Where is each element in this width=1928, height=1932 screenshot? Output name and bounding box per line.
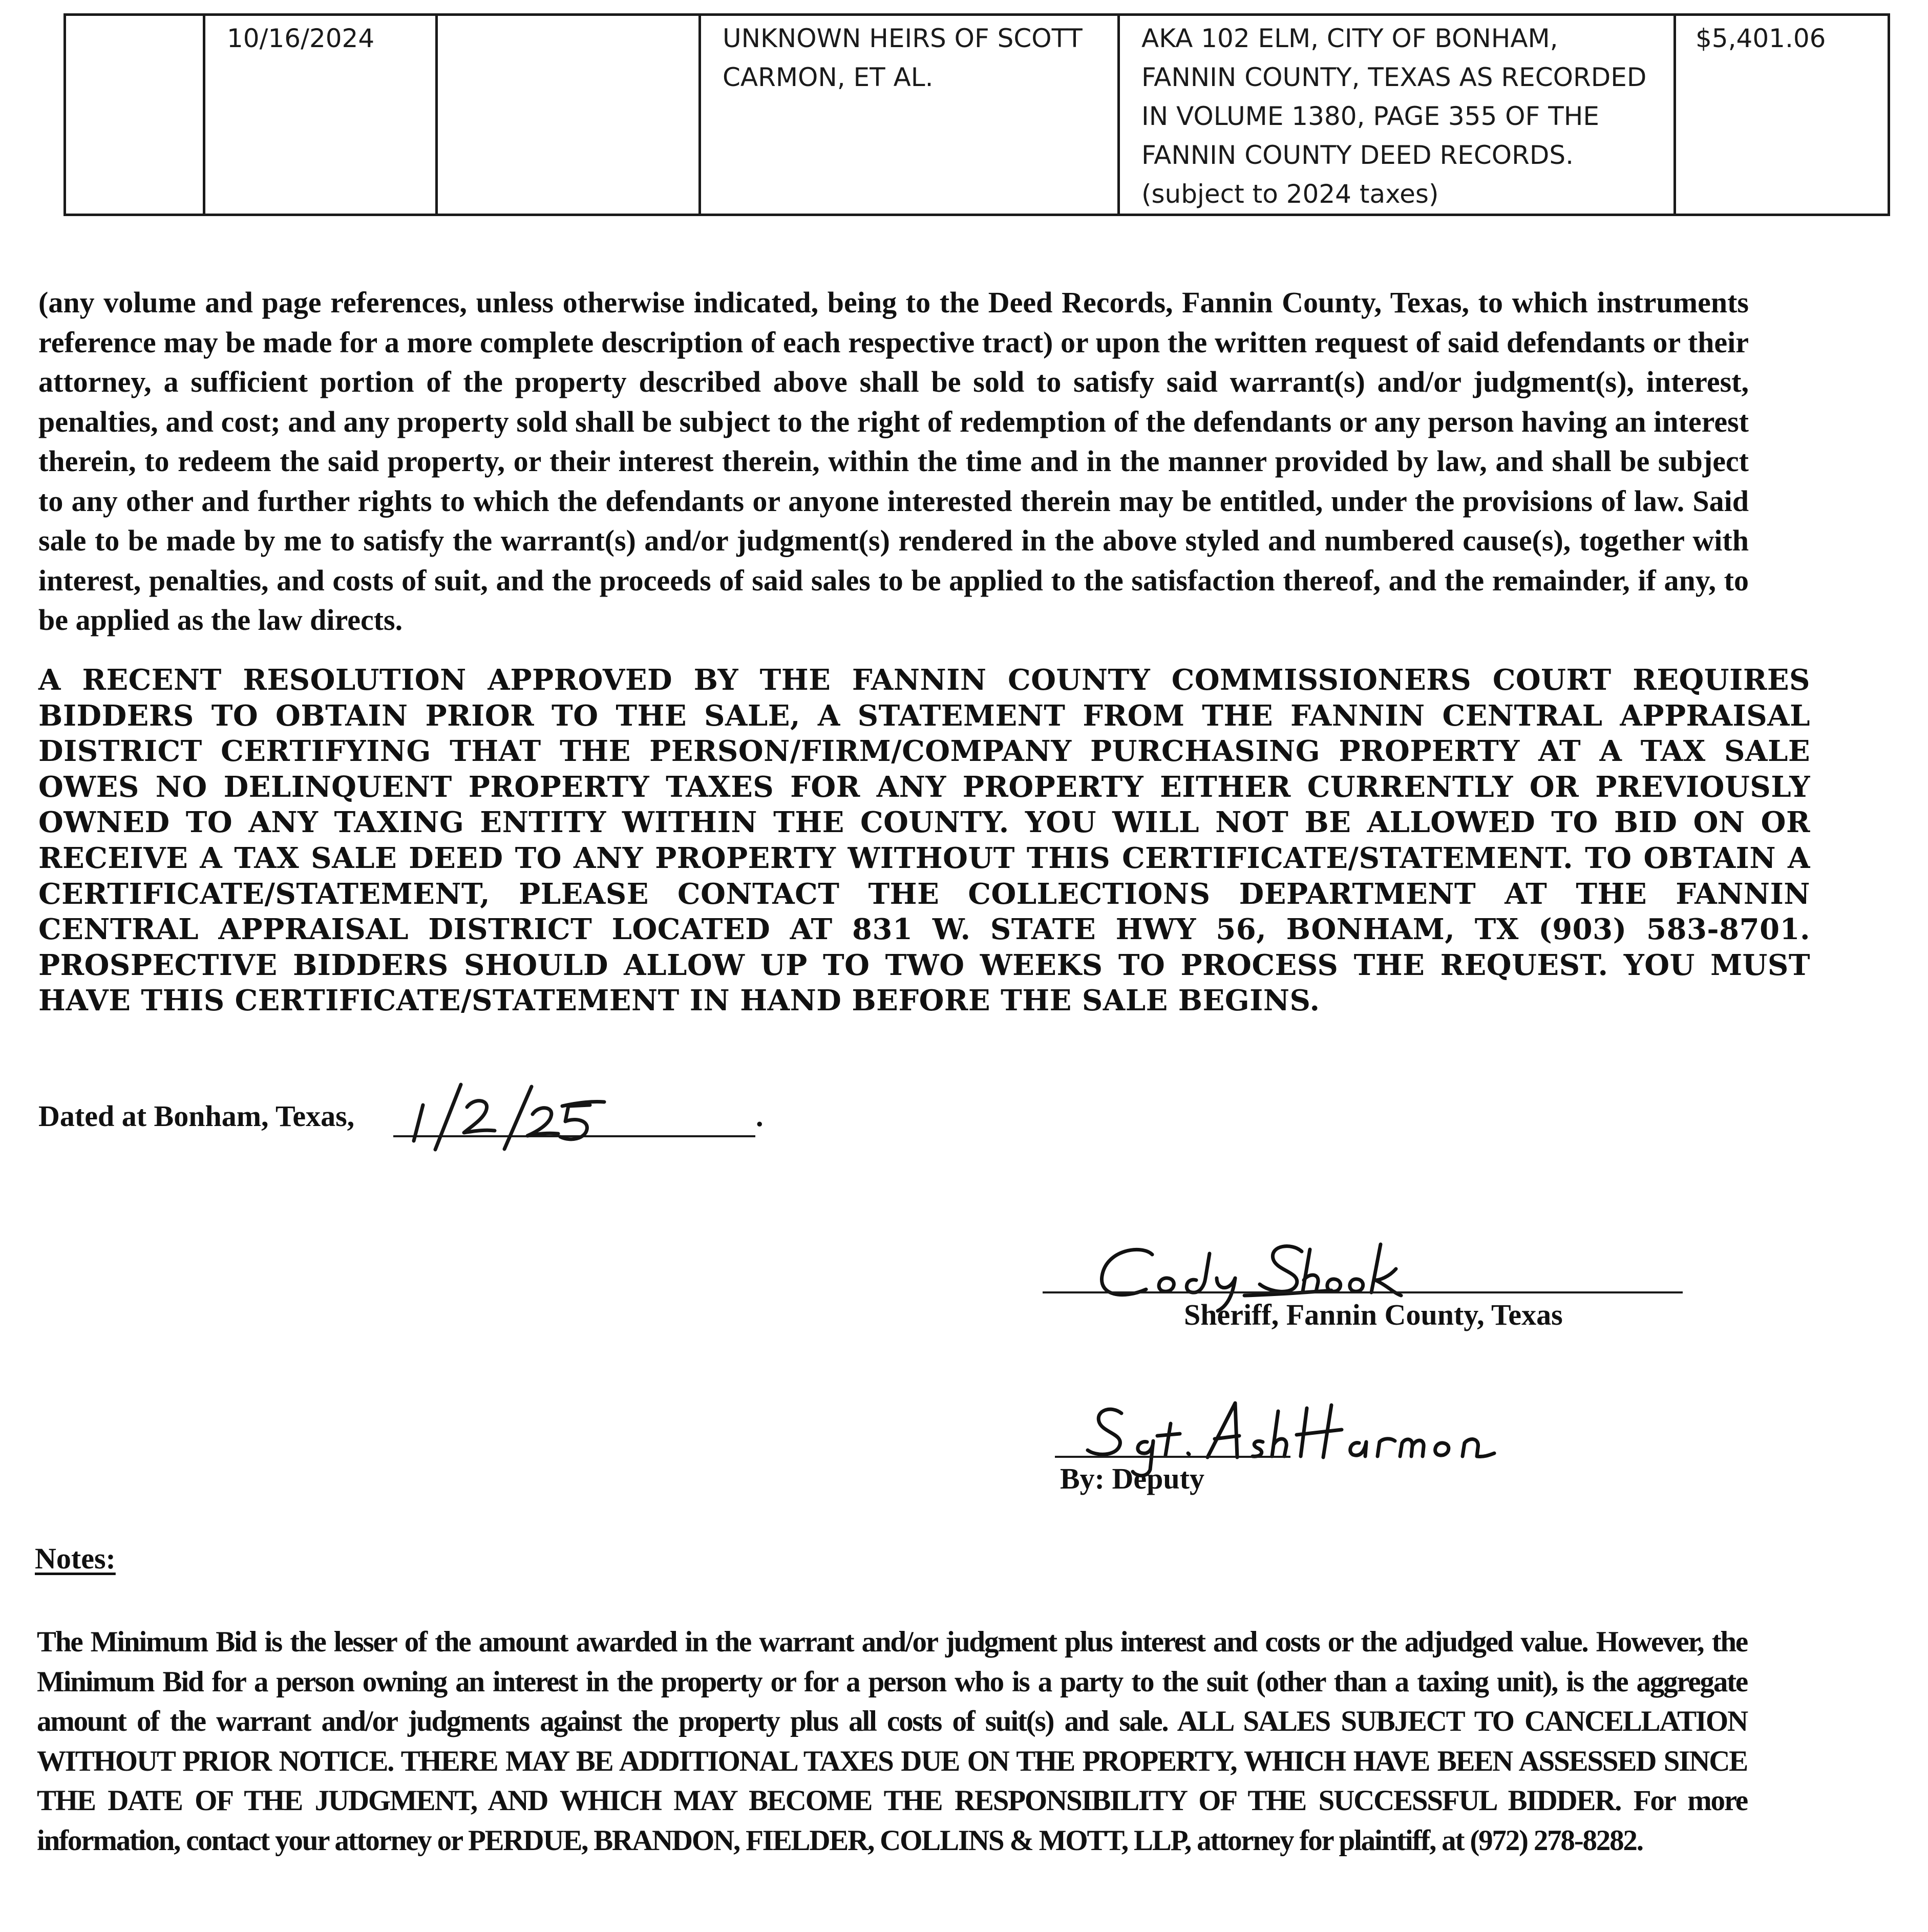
date-period: . xyxy=(756,1099,764,1133)
property-line: FANNIN COUNTY, TEXAS AS RECORDED xyxy=(1141,62,1647,92)
resolution-notice-paragraph: A RECENT RESOLUTION APPROVED BY THE FANNIN COUNTY COMMISSIONERS COURT REQUIRES BIDDERS TO OBTAIN PRIOR TO THE SALE, A STATEMENT FROM THE FANNIN CENTRAL APPRAISAL DISTRICT CERTIFYING THAT THE PERSON/FIRM/COMPANY PURCHASING PROPERTY AT A TAX SALE OWES NO DELINQUENT PROPERTY TAXES FOR ANY PROPERTY EITHER CURRENTLY OR PREVIOUSLY OWNED TO ANY TAXING ENTITY WITHIN THE COUNTY. YOU WILL NOT BE ALLOWED TO BID ON OR RECEIVE A TAX SALE DEED TO ANY PROPERTY WITHOUT THIS CERTIFICATE/STATEMENT. TO OBTAIN A CERTIFICATE/STATEMENT, PLEASE CONTACT THE COLLECTIONS DEPARTMENT AT THE FANNIN CENTRAL APPRAISAL DISTRICT LOCATED AT 831 W. STATE HWY 56, BONHAM, TX (903) 583-8701. PROSPECTIVE BIDDERS SHOULD ALLOW UP TO TWO WEEKS TO PROCESS THE REQUEST. YOU MUST HAVE THIS CERTIFICATE/STATEMENT IN HAND BEFORE THE SALE BEGINS. xyxy=(38,663,1810,1018)
deputy-signature-line xyxy=(1055,1456,1290,1458)
dated-label: Dated at Bonham, Texas, xyxy=(38,1099,355,1133)
property-line: FANNIN COUNTY DEED RECORDS. xyxy=(1141,140,1574,170)
sheriff-signature-line xyxy=(1043,1291,1683,1293)
property-line: IN VOLUME 1380, PAGE 355 OF THE xyxy=(1141,101,1599,131)
notes-heading: Notes: xyxy=(35,1542,116,1575)
tax-sale-table xyxy=(63,13,1890,216)
property-description-cell xyxy=(1119,15,1675,215)
table-cell-blank xyxy=(65,15,204,215)
handwritten-date xyxy=(399,1075,635,1152)
table-cell-blank xyxy=(437,15,700,215)
sale-terms-paragraph: (any volume and page references, unless otherwise indicated, being to the Deed Records, Fannin County, Texas, to which instruments reference may be made for a more complete description of each respective tract) or upon the written request of said defendants or their attorney, a sufficient portion of the property described above shall be sold to satisfy said warrant(s) and/or judgment(s), interest, penalties, and cost; and any property sold shall be subject to the right of redemption of the defendants or any person having an interest therein, to redeem the said property, or their interest therein, within the time and in the manner provided by law, and shall be subject to any other and further rights to which the defendants or anyone interested therein may be entitled, under the provisions of law. Said sale to be made by me to satisfy the warrant(s) and/or judgment(s) rendered in the above styled and numbered cause(s), together with interest, penalties, and costs of suit, and the proceeds of said sales to be applied to the satisfaction thereof, and the remainder, if any, to be applied as the law directs. xyxy=(38,286,1749,636)
sheriff-title: Sheriff, Fannin County, Texas xyxy=(1184,1298,1563,1331)
amount-cell: $5,401.06 xyxy=(1675,15,1889,215)
property-line: (subject to 2024 taxes) xyxy=(1141,179,1439,209)
defendant-cell: UNKNOWN HEIRS OF SCOTT CARMON, ET AL. xyxy=(700,15,1119,215)
sale-date-cell: 10/16/2024 xyxy=(204,15,437,215)
deputy-label: By: Deputy xyxy=(1060,1462,1204,1495)
notes-paragraph: The Minimum Bid is the lesser of the amount awarded in the warrant and/or judgment plus interest and costs or the adjudged value. However, the Minimum Bid for a person owning an interest in the property or for a person who is a party to the suit (other than a taxing unit), is the aggregate amount of the warrant and/or judgments against the property plus all costs of suit(s) and sale. ALL SALES SUBJECT TO CANCELLATION WITHOUT PRIOR NOTICE. THERE MAY BE ADDITIONAL TAXES DUE ON THE PROPERTY, WHICH HAVE BEEN ASSESSED SINCE THE DATE OF THE JUDGMENT, AND WHICH MAY BECOME THE RESPONSIBILITY OF THE SUCCESSFUL BIDDER. For more information, contact your attorney or PERDUE, BRANDON, FIELDER, COLLINS & MOTT, LLP, attorney for plaintiff, at (972) 278-8282. xyxy=(37,1626,1747,1857)
property-line: AKA 102 ELM, CITY OF BONHAM, xyxy=(1141,24,1558,53)
table-row xyxy=(65,15,1889,215)
